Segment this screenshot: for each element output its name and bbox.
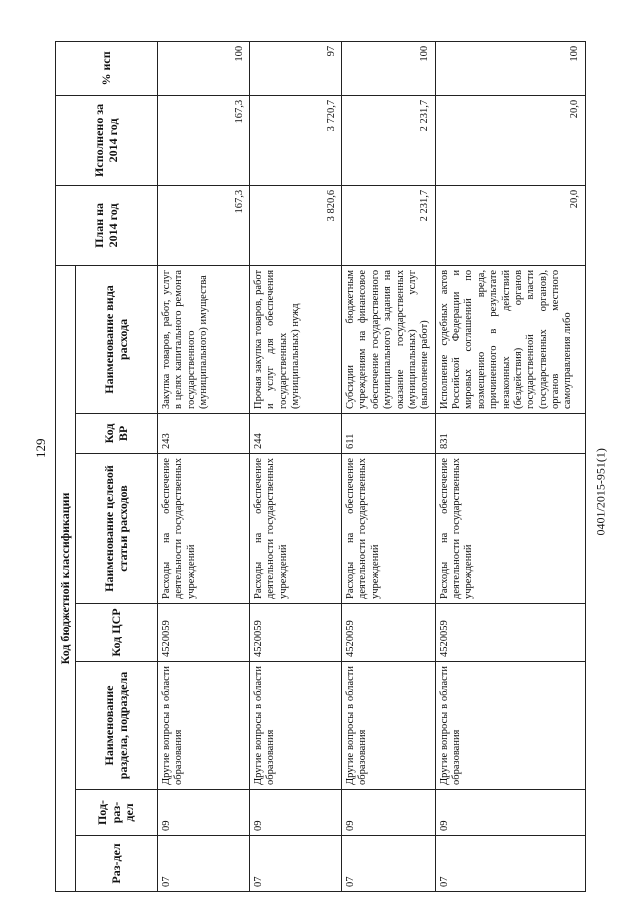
cell-plan: 20,0: [435, 185, 585, 265]
cell-percent: 97: [250, 41, 342, 95]
cell-podrazdel: 09: [250, 790, 342, 836]
cell-ispolneno: 3 720,7: [250, 95, 342, 185]
cell-podrazdel: 09: [435, 790, 585, 836]
col-ispolneno: Исполнено за 2014 год: [56, 95, 158, 185]
document-code: 0401/2015-951(1): [593, 448, 608, 536]
col-percent: % исп: [56, 41, 158, 95]
cell-kod-csr: 4520059: [435, 604, 585, 662]
cell-naim-celevoy: Расходы на обеспечение деятельности государственных учреждений: [435, 454, 585, 604]
cell-naim-razdela: Другие вопросы в области образования: [435, 662, 585, 790]
table-row: [342, 41, 436, 891]
cell-naim-vida: Закупка товаров, работ, услуг в целях капитального ремонта государственного (муниципального) имущества: [158, 265, 250, 413]
col-naim-razdela: Наименование раздела, подраздела: [76, 662, 158, 790]
col-naim-celevoy: Наименование целевой статьи расходов: [76, 454, 158, 604]
cell-naim-razdela: Другие вопросы в области образования: [250, 662, 342, 790]
cell-naim-razdela: Другие вопросы в области образования: [342, 662, 436, 790]
cell-razdel: 07: [342, 836, 436, 892]
cell-percent: 100: [435, 41, 585, 95]
col-razdel: Раз-дел: [76, 836, 158, 892]
col-podrazdel: Под-раз-дел: [76, 790, 158, 836]
cell-percent: 100: [158, 41, 250, 95]
table-row: [250, 41, 342, 891]
cell-kod-vr: 243: [158, 414, 250, 454]
cell-kod-csr: 4520059: [158, 604, 250, 662]
cell-podrazdel: 09: [342, 790, 436, 836]
cell-kod-vr: 611: [342, 414, 436, 454]
col-kod-vr: Код ВР: [76, 414, 158, 454]
page-number: 129: [33, 438, 48, 458]
cell-naim-celevoy: Расходы на обеспечение деятельности государственных учреждений: [158, 454, 250, 604]
cell-ispolneno: 2 231,7: [342, 95, 436, 185]
cell-kod-vr: 244: [250, 414, 342, 454]
col-kod-csr: Код ЦСР: [76, 604, 158, 662]
budget-table-sheet: [55, 42, 595, 892]
cell-ispolneno: 167,3: [158, 95, 250, 185]
cell-naim-vida: Субсидии бюджетным учреждениям на финансовое обеспечение государственного (муниципального) задания на оказание государственных (муниципальных) услуг (выполнение работ): [342, 265, 436, 413]
cell-percent: 100: [342, 41, 436, 95]
cell-naim-celevoy: Расходы на обеспечение деятельности государственных учреждений: [342, 454, 436, 604]
cell-naim-vida: Прочая закупка товаров, работ и услуг для обеспечения государственных (муниципальных) нужд: [250, 265, 342, 413]
cell-ispolneno: 20,0: [435, 95, 585, 185]
cell-naim-vida: Исполнение судебных актов Российской Федерации и мировых соглашений по возмещению вреда, причиненного в результате незаконных действий (бездействия) органов государственной власти (государственных органов), органов местного самоуправления либо: [435, 265, 585, 413]
cell-plan: 3 820,6: [250, 185, 342, 265]
cell-razdel: 07: [435, 836, 585, 892]
table-row: [158, 41, 250, 891]
col-naim-vida: Наименование вида расхода: [76, 265, 158, 413]
cell-naim-celevoy: Расходы на обеспечение деятельности государственных учреждений: [250, 454, 342, 604]
cell-kod-csr: 4520059: [250, 604, 342, 662]
cell-naim-razdela: Другие вопросы в области образования: [158, 662, 250, 790]
table-row: [435, 41, 585, 891]
cell-podrazdel: 09: [158, 790, 250, 836]
col-plan: План на 2014 год: [56, 185, 158, 265]
cell-razdel: 07: [250, 836, 342, 892]
group-header: Код бюджетной классификации: [56, 265, 76, 891]
cell-kod-csr: 4520059: [342, 604, 436, 662]
cell-razdel: 07: [158, 836, 250, 892]
cell-plan: 2 231,7: [342, 185, 436, 265]
cell-plan: 167,3: [158, 185, 250, 265]
budget-table: [55, 41, 586, 892]
cell-kod-vr: 831: [435, 414, 585, 454]
